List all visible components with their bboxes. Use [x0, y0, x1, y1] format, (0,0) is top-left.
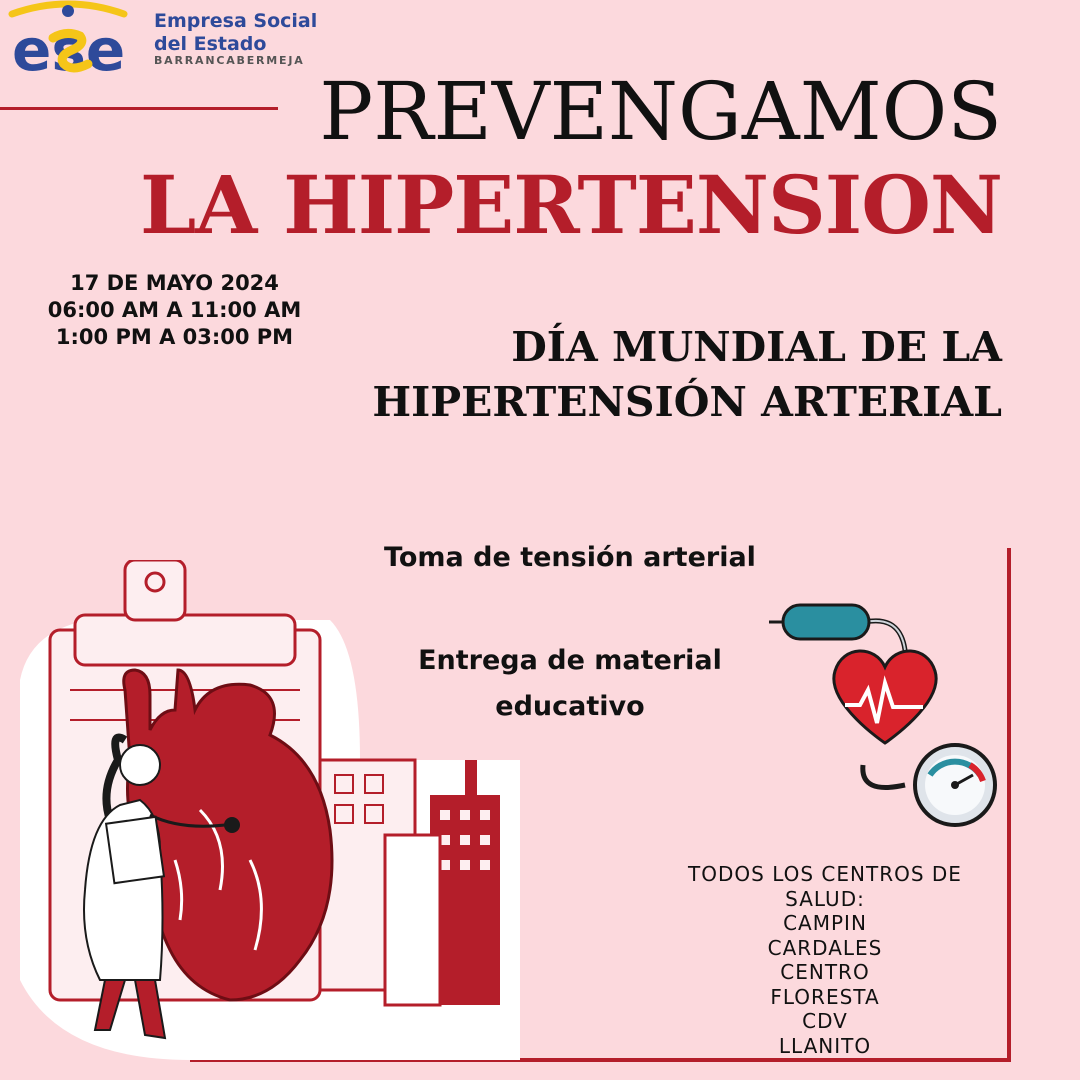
center-item: CAMPIN	[783, 911, 867, 935]
center-item: CARDALES	[767, 935, 883, 960]
service-item-2-line-2: educativo	[495, 691, 645, 722]
frame-right-border	[1007, 548, 1011, 1062]
centers-header-line-2: SALUD:	[785, 886, 865, 911]
center-item: CDV	[802, 1009, 848, 1033]
health-centers-block	[660, 862, 990, 1058]
center-item: CENTRO	[780, 960, 870, 984]
subtitle-line-1: DÍA MUNDIAL DE LA	[511, 323, 1002, 371]
title-line-2: LA HIPERTENSION	[139, 158, 1002, 252]
logo-mark: ese	[12, 16, 126, 80]
blood-pressure-heart-icon	[765, 595, 1005, 835]
schedule-slot-2: 1:00 PM A 03:00 PM	[55, 325, 294, 349]
brand-logo	[8, 0, 328, 80]
title-line-1: PREVENGAMOS	[319, 65, 1002, 158]
logo-line-3: BARRANCABERMEJA	[154, 54, 305, 67]
logo-line-2: del Estado	[154, 33, 267, 55]
centers-header-line-1: TODOS LOS CENTROS DE	[688, 862, 962, 886]
schedule-slot-1: 06:00 AM A 11:00 AM	[47, 298, 302, 322]
center-item: LLANITO	[778, 1033, 872, 1058]
schedule-block	[32, 270, 317, 351]
subtitle-block	[372, 320, 1002, 430]
service-item-2-line-1: Entrega de material	[418, 645, 722, 676]
divider-rule	[0, 107, 278, 110]
subtitle-line-2: HIPERTENSIÓN ARTERIAL	[372, 378, 1002, 426]
ese-logo-icon	[8, 0, 138, 80]
service-item-1: Toma de tensión arterial	[384, 542, 756, 573]
logo-line-1: Empresa Social	[154, 10, 318, 32]
doctor-heart-illustration	[0, 560, 520, 1060]
schedule-date: 17 DE MAYO 2024	[70, 271, 279, 295]
center-item: FLORESTA	[770, 984, 880, 1009]
